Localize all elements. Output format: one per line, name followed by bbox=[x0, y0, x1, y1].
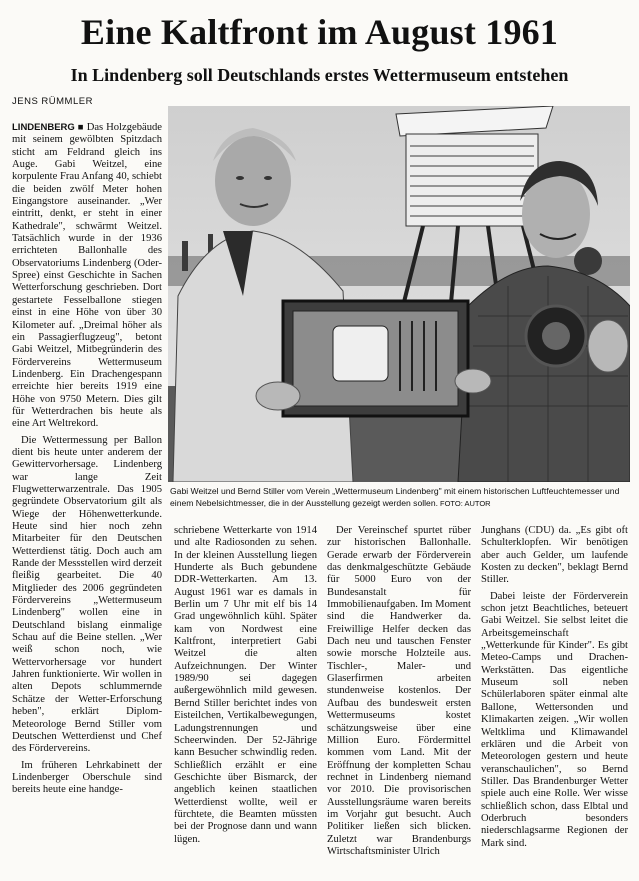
byline: JENS RÜMMLER bbox=[12, 96, 93, 107]
caption-text: Gabi Weitzel und Bernd Stiller vom Verein „Wettermuseum Lindenberg" mit einem historischen Luftfeuchtemesser und einem Nebelsichtmesser, die in der Ausstellung gezeigt werden sollen. bbox=[170, 486, 620, 508]
column-1-paragraph-1: schriebene Wetterkarte von 1914 und alte Radiosonden zu sehen. In der kleinen Ausstellung liegen Hunderte als Buch gebundene DDR-Wetterkarten. Am 13. August 1961 war es damals in Berlin um 7 Uhr mit elf bis 14 Grad ungewöhnlich kühl. Später kam von Nordwest eine Kaltfront, interpretiert Gabi Weitzel die alten Aufzeichnungen. Der Winter 1989/90 sei dagegen außergewöhnlich mild gewesen. Bernd Stiller berichtet indes von Eisteilchen, Vertikalbewegungen, Ladungstrennungen und Scheerwinden. Der 52-Jährige kann Besucher schwindlig reden. Schließlich erzählt er eine Geschichte über Bismarck, der angeblich keinen staatlichen Wetterdienst wollte, weil er fürchtete, die Beamten müssten bei der Prognose dann und wann lügen. bbox=[174, 525, 317, 845]
column-3 bbox=[481, 525, 628, 877]
dateline: LINDENBERG ■ bbox=[12, 122, 84, 133]
photo-caption bbox=[170, 486, 630, 509]
lead-column bbox=[12, 122, 162, 877]
lead-paragraph-1 bbox=[12, 122, 162, 431]
column-3-paragraph-2: Dabei leiste der Förderverein schon jetzt Beachtliches, beteuert Gabi Weitzel. Sie selbst leitet die Arbeitsgemeinschaft „Wetterkunde für Kinder". Es gibt Meteo-Camps und Drachen-Werkstätten. Das eigentliche Museum soll neben Schülerlaboren später einmal alte Ballone, Wettersonden und Klimakarten zeigen. „Wir wollen Weltklima und Klimawandel erklären und die Arbeit von Meteorologen gestern und heute veranschaulichen", so Bernd Stiller. Das Brandenburger Wetter spiele auch eine Rolle. Wer wisse schließlich schon, dass Elbtal und Oderbruch besonders niederschlagsarme Regionen der Mark sind. bbox=[481, 590, 628, 849]
lead-paragraph-1-text: Das Holzgebäude mit seinem gewölbten Spitzdach sticht am Feldrand gleich ins Auge. Gabi Weitzel, eine korpulente Frau Anfang 40, schiebt die beiden zwölf Meter hohen Eingangstore auseinander. „Wer eintritt, denkt, er steht in einer Kathedrale", schwärmt Weitzel. Tatsächlich wurde in der 1936 errichteten Ballonhalle des Observatoriums Lindenberg (Oder-Spree) einst Geschichte in Sachen Wetterforschung geschrieben. Dort gestartete Fesselballone stiegen einst in eine Höhe von über 30 Kilometer auf. „Dreimal höher als ein Passagierflugzeug", betont Gabi Weitzel, Mitbegründerin des Fördervereins Wettermuseum Lindenberg. Ein Drachengespann erreichte hier bereits 1919 eine Höhe von 9750 Metern. Dies gilt für Wetterdrachen bis heute als eine Art Weltrekord. bbox=[12, 122, 162, 430]
photo-credit: FOTO: AUTOR bbox=[440, 498, 491, 508]
lead-paragraph-3: Im früheren Lehrkabinett der Lindenberger Oberschule sind bereits heute eine handge- bbox=[12, 759, 162, 796]
headline: Eine Kaltfront im August 1961 bbox=[80, 12, 559, 52]
column-1 bbox=[174, 525, 317, 877]
hygrometer-instrument-illustration bbox=[283, 301, 468, 416]
subheadline: In Lindenberg soll Deutschlands erstes Wettermuseum entstehen bbox=[70, 65, 569, 85]
news-photo bbox=[168, 106, 630, 482]
column-2-paragraph-1: Der Vereinschef spurtet rüber zur historischen Ballonhalle. Gerade erwarb der Förderverein das denkmalgeschützte Gebäude für 5000 Euro von der Bundesanstalt für Immobilienaufgaben. Im Moment sind die Handwerker da. Freiwillige Helfer decken das Dach neu und tauschen Fenster sowie morsche Holzteile aus. Tischler-, Maler- und Glaserfirmen arbeiten stundenweise kostenlos. Der Aufbau des bundesweit ersten Wettermuseums kostet schätzungsweise über eine Million Euro. Fördermittel kommen vom Land. Mit der Eröffnung der kompletten Schau rechnet in Lindenberg niemand vor 2010. Die provisorischen Ausstellungsräume waren bereits im Vorjahr gut besucht. Auch Politiker ließen sich blicken. Zuletzt war Brandenburgs Wirtschaftsminister Ulrich bbox=[327, 525, 471, 857]
lead-paragraph-2: Die Wettermessung per Ballon dient bis heute unter anderem der Gewittervorhersage. Lindenberg war lange Zeit Flugwetterwarzentrale. Das 1905 gegründete Observatorium gilt als Wiege der Höhenwetterkunde. Heute sind hier noch zehn Mitarbeiter für den Deutschen Wetterdienst tätig. Doch auch am Rande der Messstellen wird derzeit fleißig gearbeitet. Die 40 Mitglieder des 2006 gegründeten Fördervereins „Wettermuseum Lindenberg" wollen eine in Deutschland bislang einmalige Schau auf die Beine stellen. „Wer weiß schon noch, wie Wettervorhersage vor hundert Jahren funktionierte. Wir wollen in alten Depots schlummernde Schätze der Wetter-Erforschung heben", erklärt Diplom-Meteorologe Bernd Stiller vom Deutschen Wetterdienst und Chef des Fördervereins. bbox=[12, 434, 162, 755]
column-2 bbox=[327, 525, 471, 877]
column-3-paragraph-1: Junghans (CDU) da. „Es gibt oft Schulterklopfen. Wir benötigen aber auch Gelder, um laufende Kosten zu decken", beklagt Bernd Stiller. bbox=[481, 525, 628, 586]
